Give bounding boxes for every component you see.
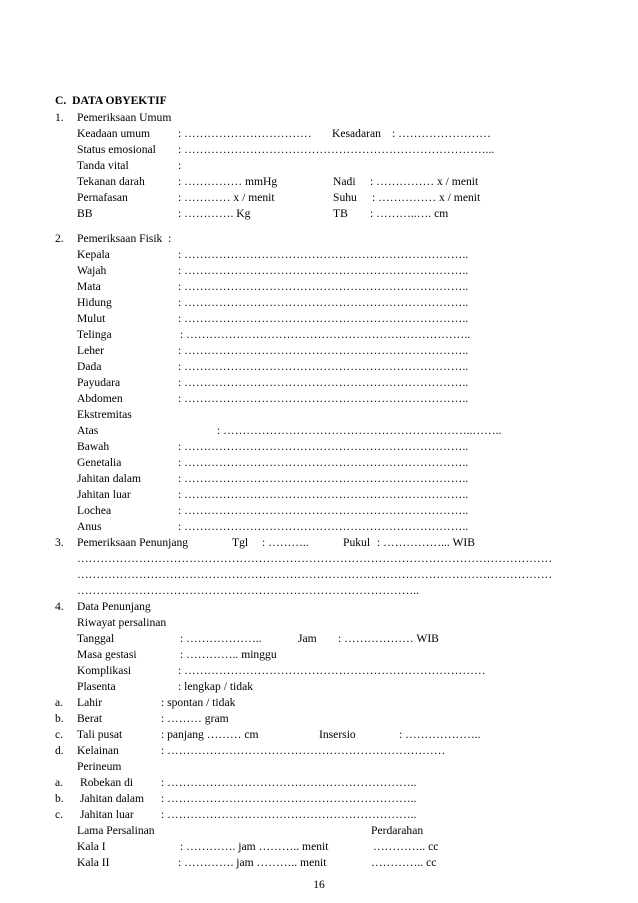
label-lahir: Lahir [77, 696, 103, 709]
label-kepala: Kepala [77, 248, 110, 261]
letter-robekan: a. [55, 776, 64, 789]
letter-kelainan: d. [55, 744, 64, 757]
label-berat: Berat [77, 712, 103, 725]
sec4-number: 4. [55, 600, 64, 613]
sec3-number: 3. [55, 536, 64, 549]
field-telinga: : ……………………………………………………………….. [180, 328, 471, 341]
label-genetalia: Genetalia [77, 456, 122, 469]
letter-lahir: a. [55, 696, 64, 709]
field-dada: : ……………………………………………………………….. [178, 360, 469, 373]
label-pernafasan: Pernafasan [77, 191, 128, 204]
field-jahitan-dalam: : ……………………………………………………………….. [178, 472, 469, 485]
label-tgl: Tgl [232, 536, 249, 549]
field-abdomen: : ……………………………………………………………….. [178, 392, 469, 405]
sec2-title: Pemeriksaan Fisik : [77, 232, 172, 245]
label-bawah: Bawah [77, 440, 110, 453]
label-mata: Mata [77, 280, 101, 293]
label-status-emosional: Status emosional [77, 143, 156, 156]
field-jam: : ……………… WIB [338, 632, 439, 645]
field-jahitan-luar: : ……………………………………………………………….. [178, 488, 469, 501]
field-tanggal: : ……………….. [180, 632, 262, 645]
field-suhu: : …………… x / menit [372, 191, 481, 204]
label-tekanan-darah: Tekanan darah [77, 175, 145, 188]
label-tanda-vital: Tanda vital [77, 159, 129, 172]
label-leher: Leher [77, 344, 105, 357]
label-komplikasi: Komplikasi [77, 664, 132, 677]
field-lochea: : ……………………………………………………………….. [178, 504, 469, 517]
field-nadi: : …………… x / menit [370, 175, 479, 188]
field-komplikasi: : …………………………………………………………………… [178, 664, 486, 677]
field-tb: : ………..…. cm [370, 207, 449, 220]
field-kepala: : ……………………………………………………………….. [178, 248, 469, 261]
section-title: C. DATA OBYEKTIF [55, 94, 167, 107]
field-lahir: : spontan / tidak [161, 696, 236, 709]
label-atas: Atas [77, 424, 99, 437]
sec4-title: Data Penunjang [77, 600, 151, 613]
field-kala-1-perdarahan: ………….. cc [373, 840, 439, 853]
label-nadi: Nadi [333, 175, 356, 188]
field-mulut: : ……………………………………………………………….. [178, 312, 469, 325]
letter-perineum-jahitan-dalam: b. [55, 792, 64, 805]
field-kesadaran: : …………………… [392, 127, 491, 140]
field-atas: : ………………………………………………………..…….. [217, 424, 502, 437]
label-pukul: Pukul [343, 536, 371, 549]
field-mata: : ……………………………………………………………….. [178, 280, 469, 293]
field-tanda-vital: : [178, 159, 182, 172]
sec3-line-1: …………………………………………………………………………………………………………… [77, 552, 553, 565]
label-perdarahan: Perdarahan [371, 824, 424, 837]
sec1-number: 1. [55, 111, 64, 124]
field-pukul: : ……………... WIB [377, 536, 476, 549]
field-tali-pusat: : panjang ……… cm [161, 728, 259, 741]
label-anus: Anus [77, 520, 102, 533]
label-masa-gestasi: Masa gestasi [77, 648, 137, 661]
field-kala-2-perdarahan: ………….. cc [371, 856, 437, 869]
label-tanggal: Tanggal [77, 632, 115, 645]
field-anus: : ……………………………………………………………….. [178, 520, 469, 533]
field-leher: : ……………………………………………………………….. [178, 344, 469, 357]
sec3-title: Pemeriksaan Penunjang [77, 536, 189, 549]
label-plasenta: Plasenta [77, 680, 116, 693]
label-jahitan-dalam: Jahitan dalam [77, 472, 142, 485]
field-berat: : ……… gram [161, 712, 229, 725]
label-suhu: Suhu [333, 191, 357, 204]
field-kala-1-durasi: : …………. jam ……….. menit [180, 840, 329, 853]
label-hidung: Hidung [77, 296, 112, 309]
field-keadaan-umum: : …………………………… [178, 127, 315, 140]
field-hidung: : ……………………………………………………………….. [178, 296, 469, 309]
field-payudara: : ……………………………………………………………….. [178, 376, 469, 389]
label-perineum-jahitan-luar: Jahitan luar [80, 808, 134, 821]
sec2-number: 2. [55, 232, 64, 245]
page-number: 16 [313, 878, 325, 891]
label-telinga: Telinga [77, 328, 112, 341]
label-robekan: Robekan di [80, 776, 134, 789]
letter-berat: b. [55, 712, 64, 725]
label-ekstremitas: Ekstremitas [77, 408, 132, 421]
letter-perineum-jahitan-luar: c. [55, 808, 64, 821]
label-tb: TB [333, 207, 348, 220]
label-dada: Dada [77, 360, 102, 373]
label-keadaan-umum: Keadaan umum [77, 127, 151, 140]
field-genetalia: : ……………………………………………………………….. [178, 456, 469, 469]
field-status-emosional: : ……………………………………………………………………... [178, 143, 495, 156]
label-wajah: Wajah [77, 264, 107, 277]
field-plasenta: : lengkap / tidak [178, 680, 254, 693]
perineum-title: Perineum [77, 760, 122, 773]
label-bb: BB [77, 207, 93, 220]
field-perineum-jahitan-luar: : ……………………………………………………….. [161, 808, 417, 821]
label-jam: Jam [298, 632, 317, 645]
field-bb: : …………. Kg [178, 207, 251, 220]
label-mulut: Mulut [77, 312, 106, 325]
field-tekanan-darah: : …………… mmHg [178, 175, 278, 188]
label-jahitan-luar: Jahitan luar [77, 488, 131, 501]
sec3-line-2: …………………………………………………………………………………………………………… [77, 568, 553, 581]
sec3-line-3: …………………………………………………………………………….. [77, 584, 420, 597]
field-tgl: : ……….. [262, 536, 309, 549]
field-bawah: : ……………………………………………………………….. [178, 440, 469, 453]
label-insersio: Insersio [319, 728, 356, 741]
field-perineum-jahitan-dalam: : ……………………………………………………….. [161, 792, 417, 805]
sec1-title: Pemeriksaan Umum [77, 111, 172, 124]
field-robekan: : ……………………………………………………….. [161, 776, 417, 789]
label-lochea: Lochea [77, 504, 112, 517]
label-lama-persalinan: Lama Persalinan [77, 824, 155, 837]
field-kelainan: : ……………………………………………………………… [161, 744, 446, 757]
field-insersio: : ……………….. [399, 728, 481, 741]
sec4-subtitle: Riwayat persalinan [77, 616, 167, 629]
field-masa-gestasi: : ………….. minggu [180, 648, 277, 661]
label-tali-pusat: Tali pusat [77, 728, 123, 741]
label-kala-1: Kala I [77, 840, 106, 853]
label-kala-2: Kala II [77, 856, 110, 869]
label-kelainan: Kelainan [77, 744, 119, 757]
label-perineum-jahitan-dalam: Jahitan dalam [80, 792, 145, 805]
field-pernafasan: : ………… x / menit [178, 191, 275, 204]
label-kesadaran: Kesadaran [332, 127, 381, 140]
label-payudara: Payudara [77, 376, 121, 389]
field-kala-2-durasi: : …………. jam ……….. menit [178, 856, 327, 869]
field-wajah: : ……………………………………………………………….. [178, 264, 469, 277]
label-abdomen: Abdomen [77, 392, 123, 405]
letter-tali-pusat: c. [55, 728, 64, 741]
